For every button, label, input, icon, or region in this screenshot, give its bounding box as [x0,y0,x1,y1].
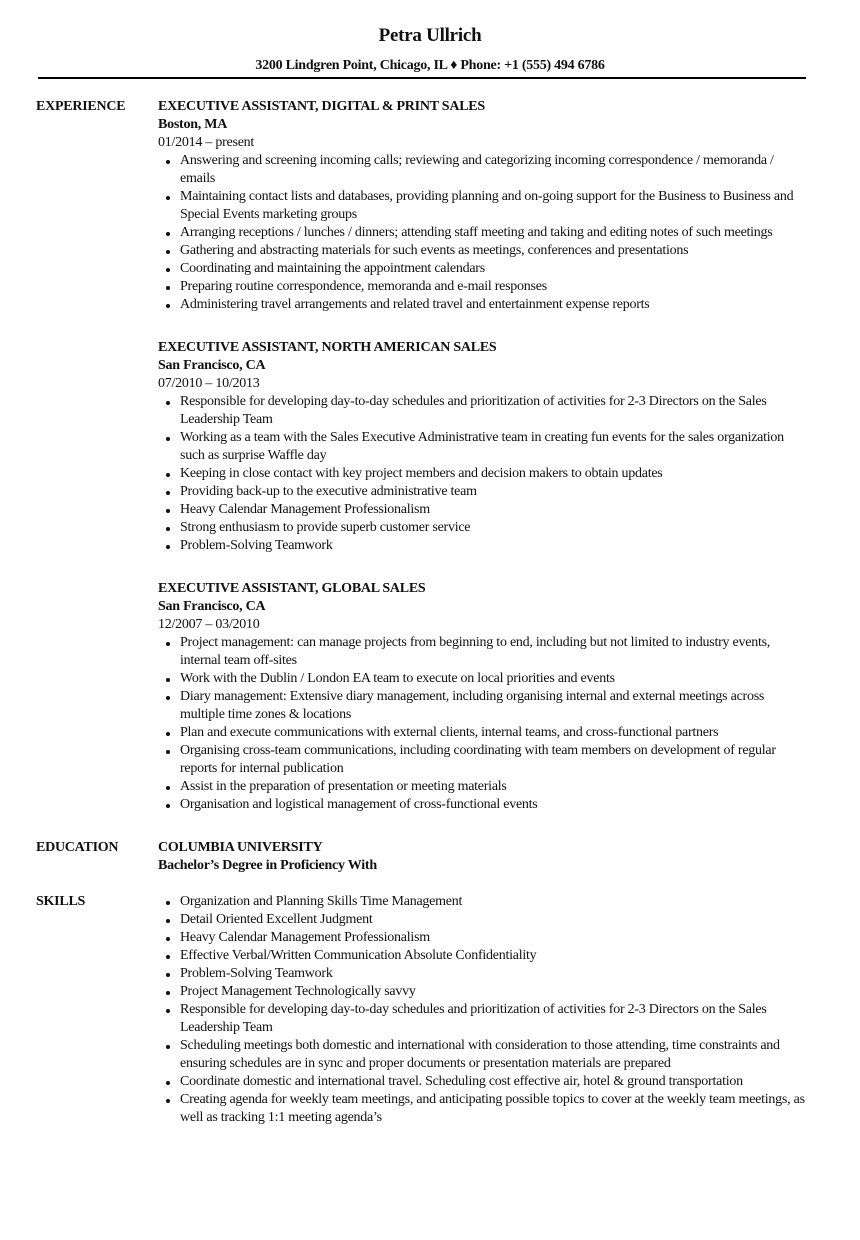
bullet-item: Strong enthusiasm to provide superb customer service [180,519,808,537]
bullet-item: Gathering and abstracting materials for such events as meetings, conferences and presentations [180,242,808,260]
skill-item: Scheduling meetings both domestic and international with consideration to those attending, time constraints and ensuring schedules are in sync and proper documents or presentation materials are prepared [180,1037,808,1073]
job-bullets [158,152,808,314]
bullet-item: Problem-Solving Teamwork [180,537,808,555]
education-section [0,839,860,875]
bullet-item: Preparing routine correspondence, memoranda and e-mail responses [180,278,808,296]
job-location: San Francisco, CA [158,599,266,614]
job-entry [158,98,808,314]
resume-body [0,98,860,1147]
job-bullets [158,634,808,814]
skill-item: Detail Oriented Excellent Judgment [180,911,808,929]
bullet-item: Arranging receptions / lunches / dinners; attending staff meeting and taking and editing notes of such meetings [180,224,808,242]
bullet-item: Answering and screening incoming calls; reviewing and categorizing incoming correspondence / memoranda / emails [180,152,808,188]
bullet-item: Administering travel arrangements and related travel and entertainment expense reports [180,296,808,314]
bullet-item: Work with the Dublin / London EA team to execute on local priorities and events [180,670,808,688]
bullet-item: Keeping in close contact with key project members and decision makers to obtain updates [180,465,808,483]
experience-list [158,98,808,814]
bullet-item: Coordinating and maintaining the appointment calendars [180,260,808,278]
bullet-item: Project management: can manage projects from beginning to end, including but not limited to industry events, internal team off-sites [180,634,808,670]
contact-line: 3200 Lindgren Point, Chicago, IL ♦ Phone: +1 (555) 494 6786 [255,58,605,73]
skill-item: Project Management Technologically savvy [180,983,808,1001]
skill-item: Creating agenda for weekly team meetings, and anticipating possible topics to cover at the weekly team meetings, as well as tracking 1:1 meeting agenda’s [180,1091,808,1127]
skill-item: Responsible for developing day-to-day schedules and prioritization of activities for 2-3 Directors on the Sales Leadership Team [180,1001,808,1037]
job-entry [158,339,808,555]
job-title: EXECUTIVE ASSISTANT, NORTH AMERICAN SALES [158,340,497,355]
bullet-item: Organisation and logistical management of cross-functional events [180,796,808,814]
section-label-experience: EXPERIENCE [36,99,126,114]
experience-section [0,98,860,814]
header-divider [38,77,806,79]
job-location: San Francisco, CA [158,358,266,373]
bullet-item: Assist in the preparation of presentation or meeting materials [180,778,808,796]
bullet-item: Maintaining contact lists and databases, providing planning and on-going support for the Business to Business and Special Events marketing groups [180,188,808,224]
skill-item: Heavy Calendar Management Professionalism [180,929,808,947]
degree: Bachelor’s Degree in Proficiency With [158,858,377,873]
bullet-item: Responsible for developing day-to-day schedules and prioritization of activities for 2-3 Directors on the Sales Leadership Team [180,393,808,429]
skills-section [0,893,860,1127]
bullet-item: Plan and execute communications with external clients, internal teams, and cross-functional partners [180,724,808,742]
skill-item: Organization and Planning Skills Time Management [180,893,808,911]
bullet-item: Heavy Calendar Management Professionalism [180,501,808,519]
skill-item: Problem-Solving Teamwork [180,965,808,983]
school-name: COLUMBIA UNIVERSITY [158,840,323,855]
job-dates: 12/2007 – 03/2010 [158,617,260,632]
bullet-item: Diary management: Extensive diary management, including organising internal and external meetings across multiple time zones & locations [180,688,808,724]
bullet-item: Organising cross-team communications, including coordinating with team members on development of regular reports for internal publication [180,742,808,778]
job-dates: 01/2014 – present [158,135,255,150]
section-label-education: EDUCATION [36,840,119,855]
bullet-item: Providing back-up to the executive administrative team [180,483,808,501]
section-label-skills: SKILLS [36,894,86,909]
job-title: EXECUTIVE ASSISTANT, GLOBAL SALES [158,581,426,596]
candidate-name: Petra Ullrich [378,25,482,46]
skill-item: Coordinate domestic and international travel. Scheduling cost effective air, hotel & ground transportation [180,1073,808,1091]
job-title: EXECUTIVE ASSISTANT, DIGITAL & PRINT SALES [158,99,485,114]
skills-list [158,893,808,1127]
job-dates: 07/2010 – 10/2013 [158,376,260,391]
job-location: Boston, MA [158,117,228,132]
job-entry [158,580,808,814]
job-bullets [158,393,808,555]
skill-item: Effective Verbal/Written Communication Absolute Confidentiality [180,947,808,965]
bullet-item: Working as a team with the Sales Executive Administrative team in creating fun events for the sales organization such as surprise Waffle day [180,429,808,465]
